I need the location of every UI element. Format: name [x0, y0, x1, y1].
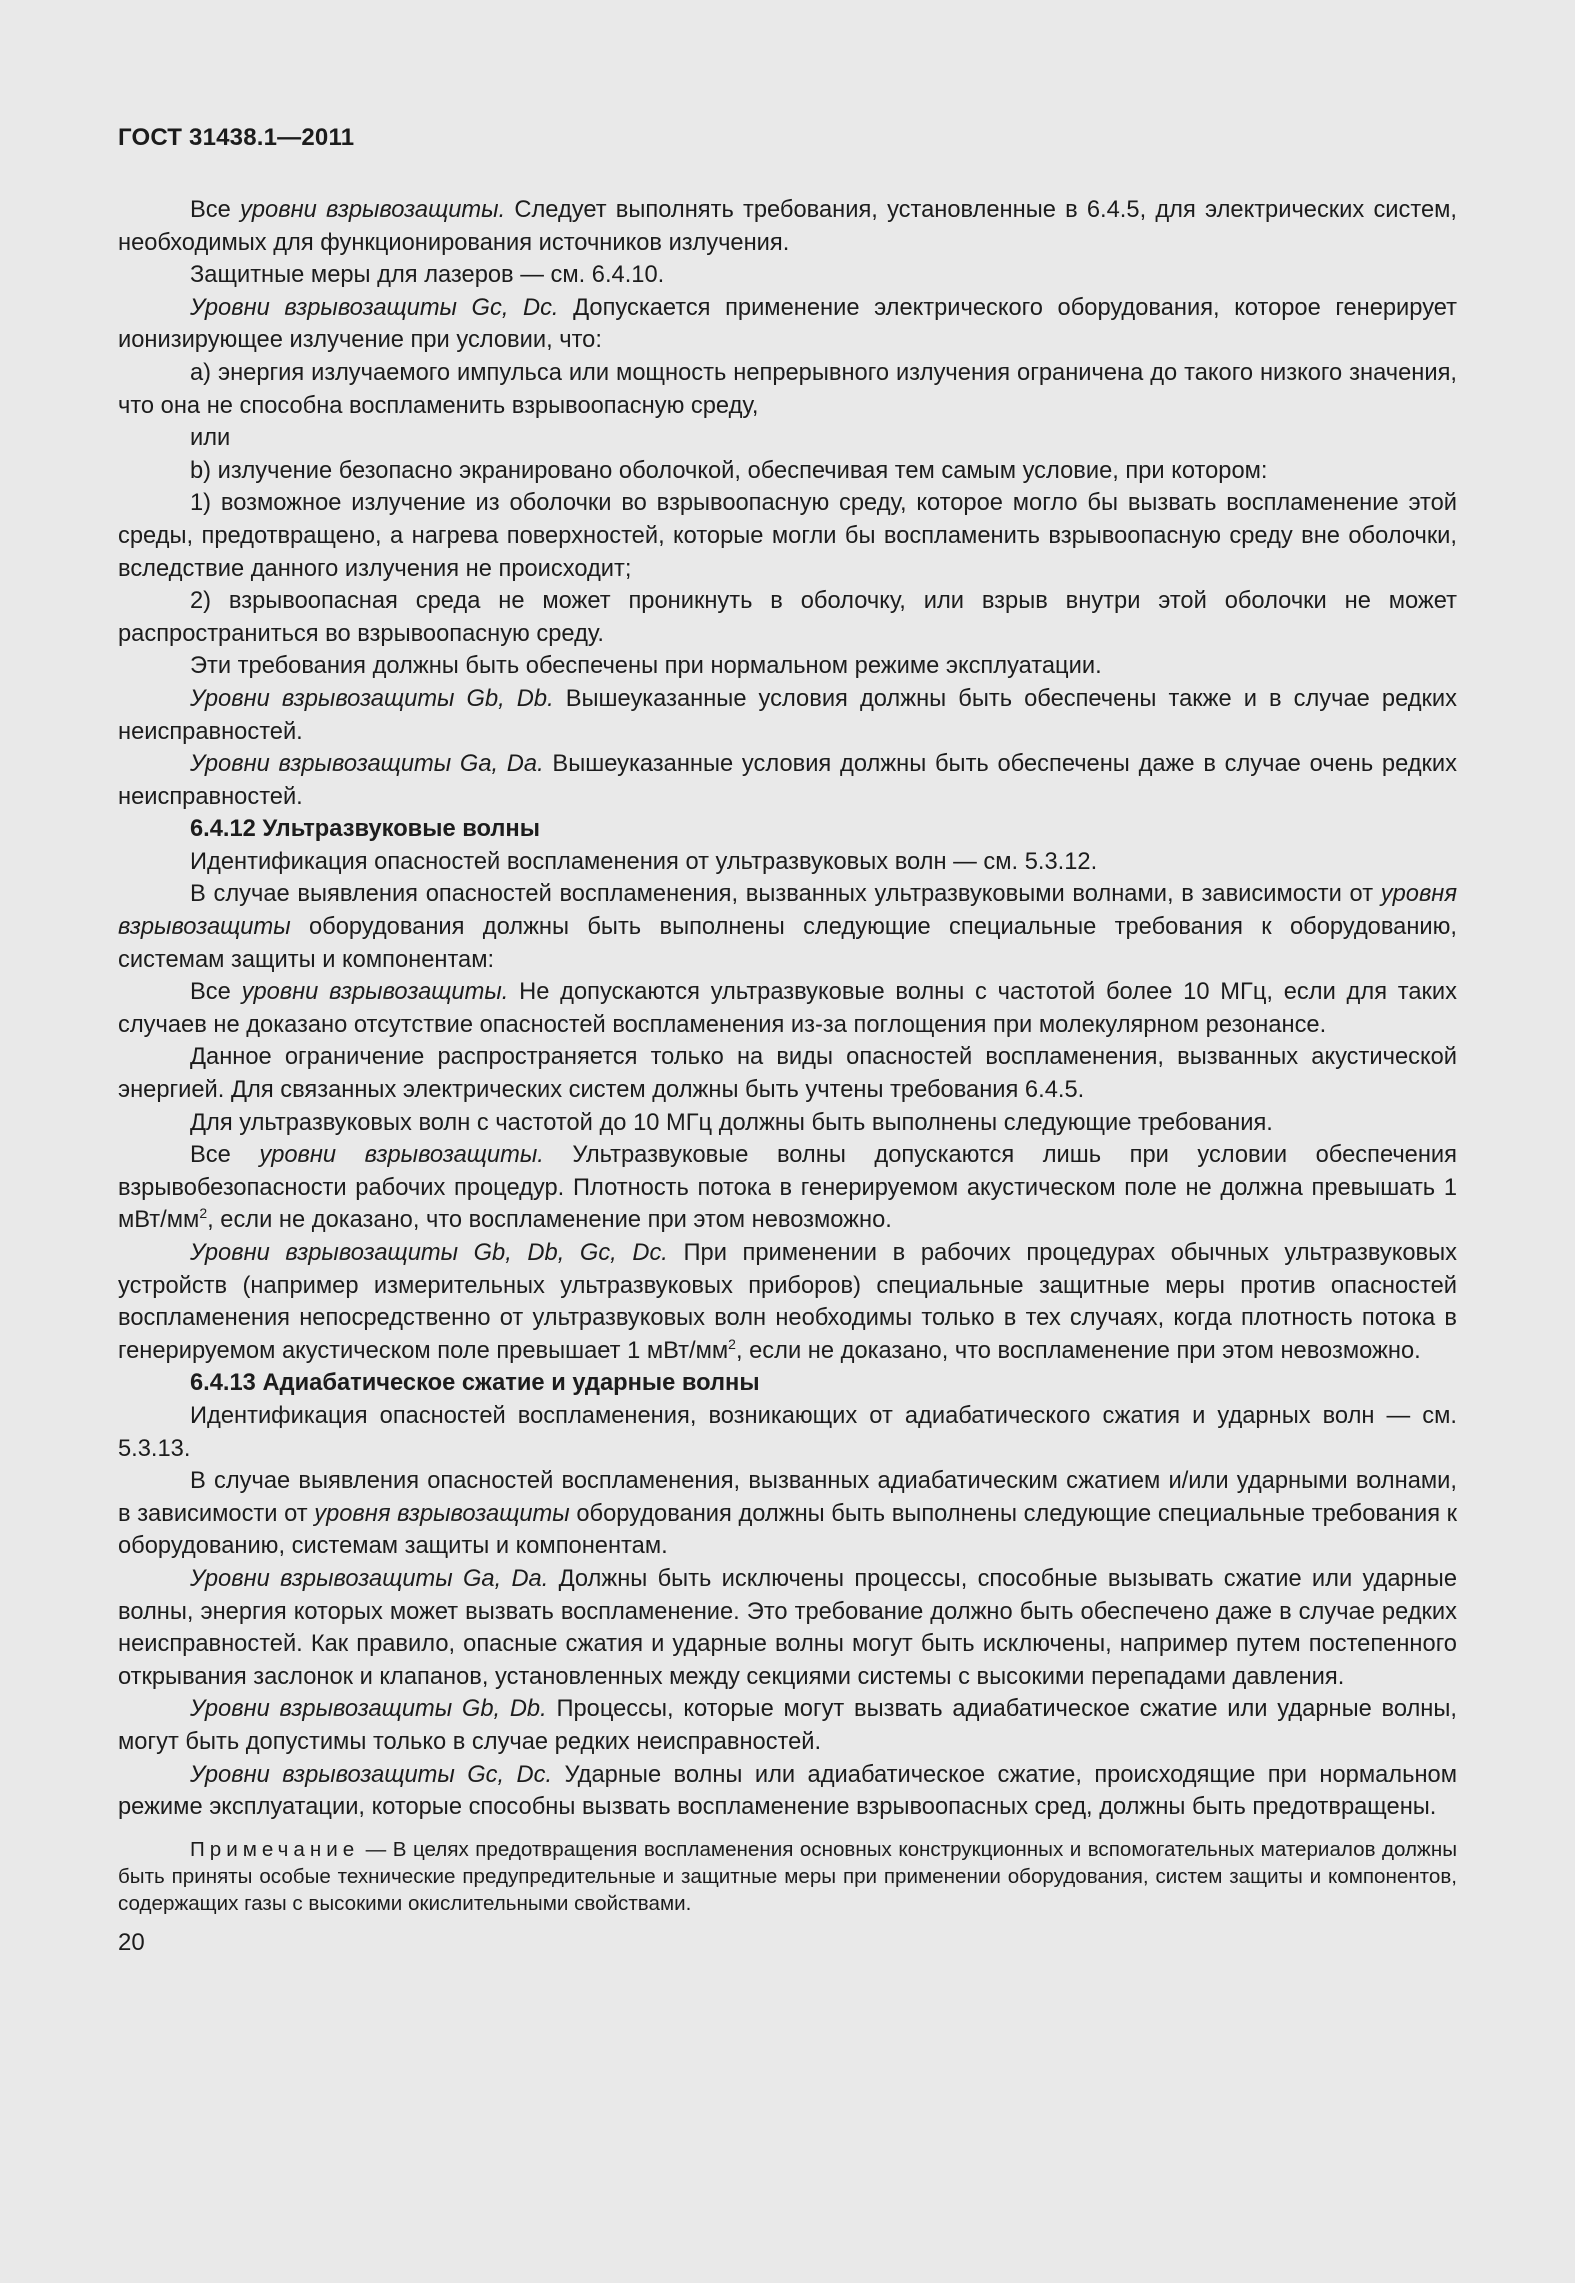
section-heading: 6.4.13 Адиабатическое сжатие и ударные волны [190, 1370, 760, 1397]
paragraph: В случае выявления опасностей воспламенения, вызванных адиабатическим сжатием и/или ударными волнами, в зависимости от уровня взрывозащиты оборудования должны быть выполнены следующие специальные требования к оборудованию, системам защиты и компонентам. [118, 1468, 1457, 1560]
paragraph: Уровни взрывозащиты Gb, Db. Вышеуказанные условия должны быть обеспечены также и в случае редких неисправностей. [118, 685, 1457, 745]
page-number: 20 [118, 1928, 145, 1956]
paragraph: Уровни взрывозащиты Gb, Db, Gc, Dc. При применении в рабочих процедурах обычных ультразвуковых устройств (например измерительных ультразвуковых приборов) специальные защитные меры против опасностей воспламенения непосредственно от ультразвуковых волн необходимы только в тех случаях, когда плотность потока в генерируемом акустическом поле превышает 1 мВт/$мм^2$, если не доказано, что воспламенение при этом невозможно. [118, 1240, 1457, 1364]
paragraph: Все уровни взрывозащиты. Следует выполнять требования, установленные в 6.4.5, для электрических систем, необходимых для функционирования источников излучения. [118, 197, 1457, 256]
list-item-b: b) излучение безопасно экранировано оболочкой, обеспечивая тем самым условие, при котором: [190, 457, 1268, 484]
paragraph: Все уровни взрывозащиты. Ультразвуковые волны допускаются лишь при условии обеспечения взрывобезопасности рабочих процедур. Плотность потока в генерируемом акустическом поле не должна превышать 1 мВт/$мм^2$, если не доказано, что воспламенение при этом невозможно. [118, 1142, 1457, 1234]
note-label: Примечание [190, 1837, 360, 1861]
paragraph: В случае выявления опасностей воспламенения, вызванных ультразвуковыми волнами, в зависимости от уровня взрывозащиты оборудования должны быть выполнены следующие специальные требования к оборудованию, системам защиты и компонентам: [118, 881, 1457, 973]
paragraph: Идентификация опасностей воспламенения, возникающих от адиабатического сжатия и ударных волн — см. 5.3.13. [118, 1402, 1457, 1462]
paragraph: Идентификация опасностей воспламенения от ультразвуковых волн — см. 5.3.12. [190, 848, 1098, 875]
paragraph: Защитные меры для лазеров — см. 6.4.10. [190, 262, 665, 289]
paragraph: Уровни взрывозащиты Gc, Dc. Ударные волны или адиабатическое сжатие, происходящие при нормальном режиме эксплуатации, которые способны вызвать воспламенение взрывоопасных сред, должны быть предотвращены. [118, 1761, 1458, 1821]
list-item-1: 1) возможное излучение из оболочки во взрывоопасную среду, которое могло бы вызвать воспламенение этой среды, предотвращено, а нагрева поверхностей, которые могли бы воспламенить взрывоопасную среду вне оболочки, вследствие данного излучения не происходит; [118, 490, 1457, 582]
document-body [118, 194, 1457, 1917]
paragraph: Эти требования должны быть обеспечены при нормальном режиме эксплуатации. [190, 653, 1102, 680]
paragraph: Уровни взрывозащиты Gb, Db. Процессы, которые могут вызвать адиабатическое сжатие или ударные волны, могут быть допустимы только в случае редких неисправностей. [118, 1696, 1457, 1755]
paragraph: Уровни взрывозащиты Ga, Da. Должны быть исключены процессы, способные вызывать сжатие или ударные волны, энергия которых может вызвать воспламенение. Это требование должно быть обеспечено даже в случае редких неисправностей. Как правило, опасные сжатия и ударные волны могут быть исключены, например путем постепенного открывания заслонок и клапанов, установленных между секциями системы с высокими перепадами давления. [118, 1565, 1457, 1690]
paragraph: Все уровни взрывозащиты. Не допускаются ультразвуковые волны с частотой более 10 МГц, если для таких случаев не доказано отсутствие опасностей воспламенения из-за поглощения при молекулярном резонансе. [118, 979, 1457, 1038]
standard-header: ГОСТ 31438.1—2011 [118, 124, 355, 151]
list-item-2: 2) взрывоопасная среда не может проникнуть в оболочку, или взрыв внутри этой оболочки не может распространиться во взрывоопасную среду. [118, 588, 1457, 647]
paragraph: Уровни взрывозащиты Ga, Da. Вышеуказанные условия должны быть обеспечены даже в случае очень редких неисправностей. [118, 751, 1457, 810]
paragraph: Данное ограничение распространяется только на виды опасностей воспламенения, вызванных акустической энергией. Для связанных электрических систем должны быть учтены требования 6.4.5. [118, 1044, 1457, 1104]
section-heading: 6.4.12 Ультразвуковые волны [190, 816, 540, 843]
paragraph: Для ультразвуковых волн с частотой до 10 МГц должны быть выполнены следующие требования. [190, 1109, 1273, 1136]
paragraph: или [190, 425, 231, 452]
note: Примечание — В целях предотвращения воспламенения основных конструкционных и вспомогательных материалов должны быть приняты особые технические предупредительные и защитные меры при применении оборудования, систем защиты и компонентов, содержащих газы с высокими окислительными свойствами. [118, 1837, 1457, 1915]
paragraph: Уровни взрывозащиты Gc, Dc. Допускается применение электрического оборудования, которое генерирует ионизирующее излучение при условии, что: [118, 294, 1458, 354]
list-item-a: a) энергия излучаемого импульса или мощность непрерывного излучения ограничена до такого низкого значения, что она не способна воспламенить взрывоопасную среду, [118, 359, 1457, 419]
